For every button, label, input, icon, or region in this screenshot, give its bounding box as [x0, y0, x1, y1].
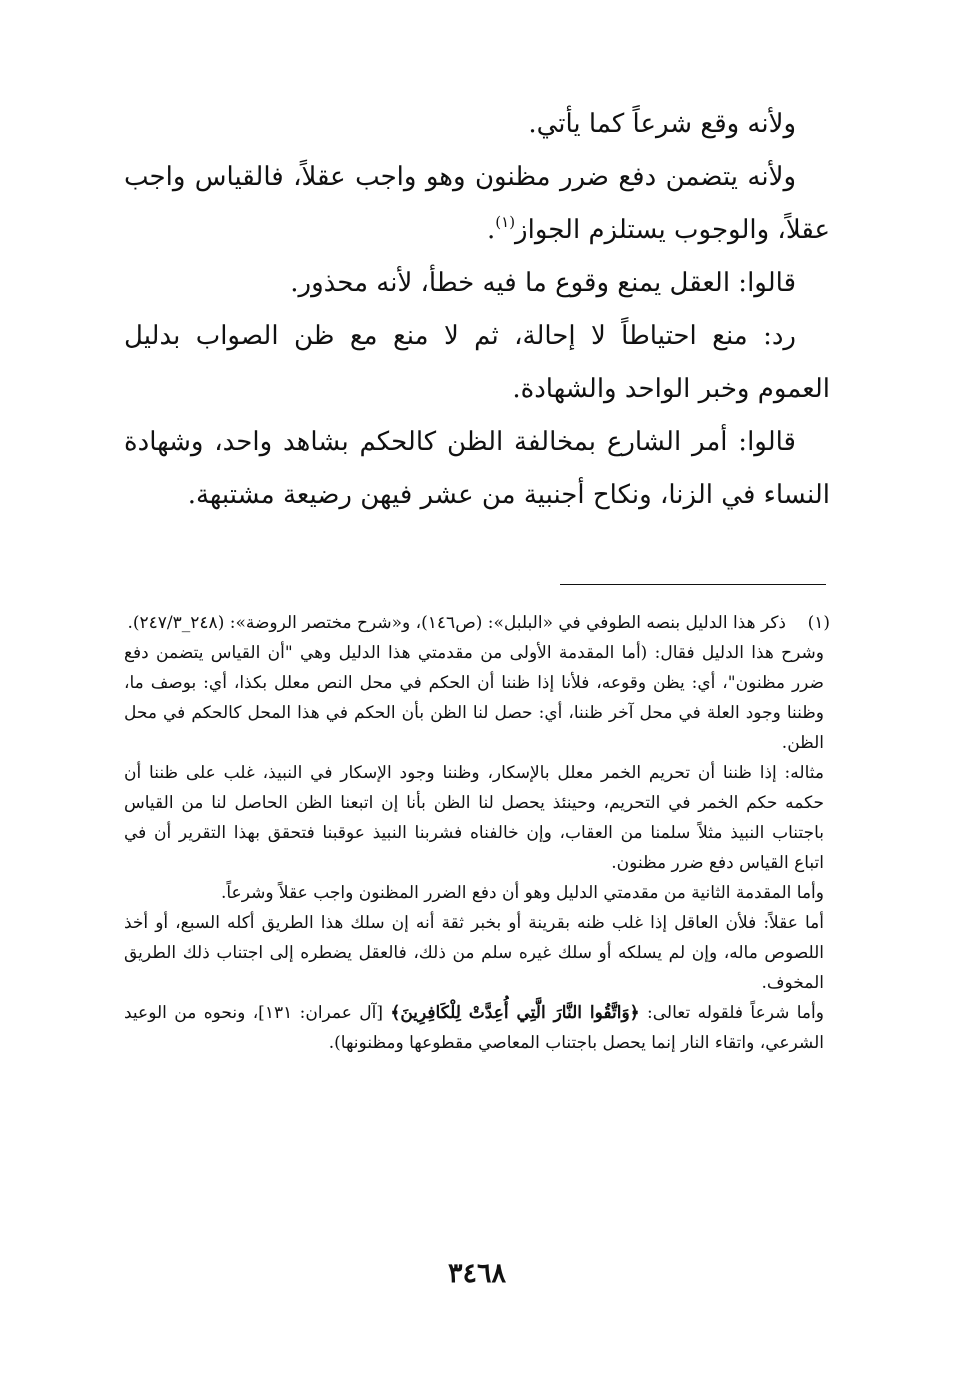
sentence-end: . — [487, 215, 496, 245]
footnote-text: ذكر هذا الدليل بنصه الطوفي في «البلبل»: (ص١٤٦)، و«شرح مختصر الروضة»: (٢٤٨_٢٤٧/٣). — [127, 613, 786, 633]
footnote-separator — [560, 584, 826, 585]
footnote-paragraph: مثاله: إذا ظننا أن تحريم الخمر معلل بالإسكار، وظننا وجود الإسكار في النبيذ، غلب على ظننا أن حكمه حكم الخمر في التحريم، وحينئذ يحصل لنا الظن بأنا إن اتبعنا الظن الحاصل لنا من القياس باجتناب النبيذ مثلاً سلمنا من العقاب، وإن خالفناه فشربنا النبيذ عوقبنا فتحقق بهذا التقرير أن في اتباع القياس دفع ضرر مظنون. — [124, 763, 824, 873]
footnote-paragraph: وشرح هذا الدليل فقال: (أما المقدمة الأولى من مقدمتي هذا الدليل وهي "أن القياس يتضمن دفع ضرر مظنون"، أي: يظن وقوعه، فلأنا إذا ظننا أن الحكم في محل النص معلل بكذا، أي: بوصف ما، وظننا وجود العلة في محل آخر ظننا، أي: حصل لنا الظن بأن الحكم في هذا المحل كالحكم في محل الظن. — [124, 643, 824, 753]
footnote-number: (١) — [807, 613, 830, 633]
footnote-paragraph: وأما المقدمة الثانية من مقدمتي الدليل وهو أن دفع الضرر المظنون واجب عقلاً وشرعاً. — [220, 883, 824, 903]
main-paragraph: قالوا: العقل يمنع وقوع ما فيه خطأ، لأنه محذور. — [290, 268, 796, 298]
footnote-text: [آل عمران: ١٣١]، ونحوه من الوعيد الشرعي، واتقاء النار إنما يحصل باجتناب المعاصي مقطوعها ومظنونها). — [124, 1003, 824, 1053]
main-text — [124, 98, 830, 522]
footnote-paragraph — [124, 998, 830, 1058]
page-number: ٣٤٦٨ — [447, 1258, 506, 1289]
footnote-text: وأما شرعاً فلقوله تعالى: — [647, 1003, 824, 1023]
main-paragraph: رد: منع احتياطاً لا إحالة، ثم لا منع مع ظن الصواب بدليل العموم وخبر الواحد والشهادة. — [124, 321, 830, 404]
main-paragraph: ولأنه وقع شرعاً كما يأتي. — [528, 109, 796, 139]
quran-verse: ﴿وَاتَّقُوا النَّارَ الَّتِي أُعِدَّتْ لِلْكَافِرِينَ﴾ — [390, 1003, 640, 1023]
footnote-paragraph: أما عقلاً: فلأن العاقل إذا غلب ظنه بقرينة أو بخبر ثقة أنه إن سلك هذا الطريق أكله السبع، أو أخذ اللصوص ماله، وإن لم يسلكه أو سلك غيره سلم من ذلك، فالعقل يضطره إلى اجتناب ذلك الطريق المخوف. — [124, 913, 824, 993]
main-paragraph-text: ولأنه يتضمن دفع ضرر مظنون وهو واجب عقلاً، فالقياس واجب عقلاً، والوجوب يستلزم الجواز — [124, 162, 830, 245]
main-paragraph: قالوا: أمر الشارع بمخالفة الظن كالحكم بشاهد واحد، وشهادة النساء في الزنا، ونكاح أجنبية من عشر فيهن رضيعة مشتبهة. — [124, 427, 830, 510]
main-paragraph — [124, 151, 830, 257]
footnote-item — [124, 608, 830, 638]
footnote-ref[interactable]: (١) — [495, 213, 516, 231]
footnotes — [124, 608, 830, 1058]
